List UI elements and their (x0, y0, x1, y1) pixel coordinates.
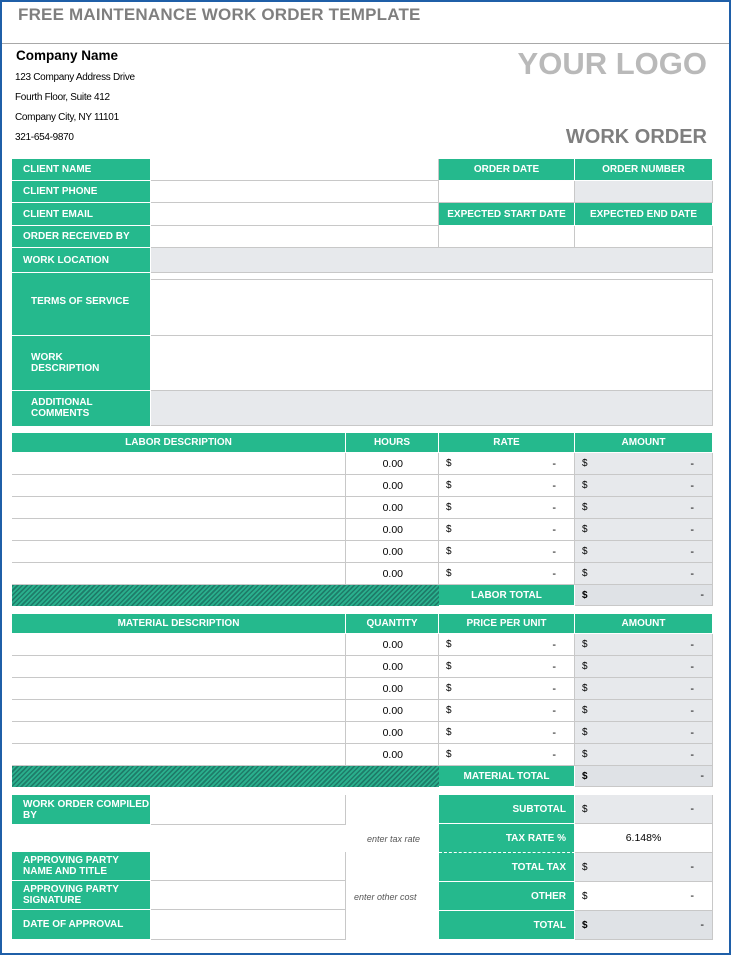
subtotal-amount: - (690, 803, 694, 815)
label-client-email: CLIENT EMAIL (12, 203, 151, 226)
material-row-price[interactable] (439, 678, 575, 700)
currency-symbol: $ (582, 568, 588, 579)
company-phone: 321-654-9870 (15, 132, 74, 143)
label-work-location: WORK LOCATION (12, 248, 151, 273)
material-row-price[interactable] (439, 744, 575, 766)
material-row-amount (575, 744, 713, 766)
labor-row-description[interactable] (12, 519, 346, 541)
grand-total-amount: - (700, 919, 704, 931)
hint-other-cost: enter other cost (354, 892, 417, 902)
labor-header-description: LABOR DESCRIPTION (12, 433, 346, 453)
label-order-date: ORDER DATE (439, 159, 575, 181)
labor-row-rate[interactable] (439, 497, 575, 519)
label-date-of-approval: DATE OF APPROVAL (12, 910, 151, 940)
label-tax-rate: TAX RATE % (439, 824, 575, 853)
client-name-field[interactable] (151, 159, 439, 181)
material-row-quantity[interactable]: 0.00 (346, 634, 439, 656)
material-header-quantity: QUANTITY (346, 614, 439, 634)
labor-total-label: LABOR TOTAL (439, 585, 575, 606)
material-row-price[interactable] (439, 634, 575, 656)
currency-symbol: $ (446, 639, 452, 650)
label-client-phone: CLIENT PHONE (12, 181, 151, 203)
material-row-description[interactable] (12, 634, 346, 656)
currency-symbol: $ (582, 770, 588, 782)
terms-of-service-field[interactable] (151, 280, 713, 336)
material-row-price-value: - (552, 726, 556, 739)
company-address-line-2: Fourth Floor, Suite 412 (15, 92, 110, 103)
labor-row-amount (575, 541, 713, 563)
document-title: FREE MAINTENANCE WORK ORDER TEMPLATE (18, 5, 421, 24)
subtotal-value (575, 795, 713, 824)
labor-row-rate[interactable] (439, 563, 575, 585)
currency-symbol: $ (446, 727, 452, 738)
currency-symbol: $ (446, 749, 452, 760)
material-row-amount-value: - (690, 660, 694, 673)
material-row-amount (575, 634, 713, 656)
labor-row-rate-value: - (552, 457, 556, 470)
labor-row-hours[interactable]: 0.00 (346, 475, 439, 497)
label-approving-party-signature: APPROVING PARTY SIGNATURE (12, 881, 151, 910)
title-divider (2, 43, 729, 44)
material-row-price-value: - (552, 682, 556, 695)
labor-row-hours[interactable]: 0.00 (346, 541, 439, 563)
label-additional-comments: ADDITIONAL COMMENTS (31, 397, 131, 419)
labor-row-rate-value: - (552, 523, 556, 536)
currency-symbol: $ (582, 890, 588, 902)
material-row-price-value: - (552, 638, 556, 651)
labor-row-amount-value: - (690, 523, 694, 536)
currency-symbol: $ (582, 458, 588, 469)
currency-symbol: $ (446, 705, 452, 716)
material-row-price-value: - (552, 704, 556, 717)
material-total-amount: - (700, 770, 704, 782)
label-work-description: WORK DESCRIPTION (31, 352, 131, 374)
material-row-amount-value: - (690, 726, 694, 739)
order-number-field[interactable] (575, 181, 713, 203)
additional-comments-field[interactable] (151, 391, 713, 426)
material-row-price-value: - (552, 748, 556, 761)
currency-symbol: $ (446, 546, 452, 557)
client-phone-field[interactable] (151, 181, 439, 203)
total-tax-value (575, 853, 713, 882)
material-row-quantity[interactable]: 0.00 (346, 656, 439, 678)
material-row-amount (575, 678, 713, 700)
material-row-price[interactable] (439, 656, 575, 678)
labor-row-rate-value: - (552, 567, 556, 580)
work-location-field[interactable] (151, 248, 713, 273)
labor-row-rate-value: - (552, 479, 556, 492)
currency-symbol: $ (582, 749, 588, 760)
material-row-description[interactable] (12, 722, 346, 744)
expected-start-date-field[interactable] (439, 226, 575, 248)
labor-row-description[interactable] (12, 497, 346, 519)
labor-row-amount (575, 453, 713, 475)
material-row-amount-value: - (690, 682, 694, 695)
currency-symbol: $ (446, 524, 452, 535)
label-order-received-by: ORDER RECEIVED BY (12, 226, 151, 248)
labor-header-rate: RATE (439, 433, 575, 453)
labor-row-amount-value: - (690, 567, 694, 580)
separator (12, 335, 151, 336)
currency-symbol: $ (582, 480, 588, 491)
order-date-field[interactable] (439, 181, 575, 203)
material-total-label: MATERIAL TOTAL (439, 766, 575, 787)
labor-total-value (575, 585, 713, 606)
labor-hatch-fill (12, 585, 439, 606)
form-title: WORK ORDER (565, 126, 707, 148)
currency-symbol: $ (446, 502, 452, 513)
material-hatch-fill (12, 766, 439, 787)
labor-row-description[interactable] (12, 563, 346, 585)
currency-symbol: $ (582, 727, 588, 738)
currency-symbol: $ (446, 480, 452, 491)
material-row-amount-value: - (690, 638, 694, 651)
order-received-by-field[interactable] (151, 226, 439, 248)
labor-row-amount-value: - (690, 501, 694, 514)
material-row-description[interactable] (12, 744, 346, 766)
material-header-price: PRICE PER UNIT (439, 614, 575, 634)
labor-row-hours[interactable]: 0.00 (346, 563, 439, 585)
currency-symbol: $ (582, 524, 588, 535)
labor-row-amount (575, 563, 713, 585)
currency-symbol: $ (582, 683, 588, 694)
currency-symbol: $ (582, 861, 588, 873)
label-expected-end-date: EXPECTED END DATE (575, 203, 713, 226)
currency-symbol: $ (582, 803, 588, 815)
label-order-number: ORDER NUMBER (575, 159, 713, 181)
labor-header-hours: HOURS (346, 433, 439, 453)
labor-row-hours[interactable]: 0.00 (346, 453, 439, 475)
work-description-field[interactable] (151, 336, 713, 391)
currency-symbol: $ (582, 639, 588, 650)
material-row-amount (575, 656, 713, 678)
labor-row-amount-value: - (690, 479, 694, 492)
label-expected-start-date: EXPECTED START DATE (439, 203, 575, 226)
company-name: Company Name (16, 48, 119, 63)
currency-symbol: $ (582, 705, 588, 716)
hint-tax-rate: enter tax rate (367, 834, 421, 844)
currency-symbol: $ (582, 546, 588, 557)
material-row-description[interactable] (12, 700, 346, 722)
label-other: OTHER (439, 882, 575, 911)
currency-symbol: $ (582, 589, 588, 601)
approving-party-name-field[interactable] (151, 852, 346, 881)
material-row-quantity[interactable]: 0.00 (346, 678, 439, 700)
material-row-amount-value: - (690, 748, 694, 761)
label-terms-of-service: TERMS OF SERVICE (31, 296, 130, 307)
material-row-amount (575, 700, 713, 722)
labor-total-amount: - (700, 589, 704, 601)
labor-row-amount (575, 519, 713, 541)
material-row-description[interactable] (12, 678, 346, 700)
label-total: TOTAL (439, 911, 575, 940)
separator (12, 390, 151, 391)
labor-row-amount (575, 475, 713, 497)
other-cost-amount: - (690, 890, 694, 902)
currency-symbol: $ (582, 661, 588, 672)
material-row-quantity[interactable]: 0.00 (346, 722, 439, 744)
label-approving-party-name: APPROVING PARTY NAME AND TITLE (12, 852, 151, 881)
material-row-quantity[interactable]: 0.00 (346, 744, 439, 766)
material-row-price[interactable] (439, 700, 575, 722)
material-header-amount: AMOUNT (575, 614, 713, 634)
currency-symbol: $ (582, 502, 588, 513)
expected-end-date-field[interactable] (575, 226, 713, 248)
labor-header-amount: AMOUNT (575, 433, 713, 453)
labor-row-hours[interactable]: 0.00 (346, 519, 439, 541)
logo-placeholder: YOUR LOGO (517, 46, 707, 81)
material-row-price[interactable] (439, 722, 575, 744)
material-row-amount-value: - (690, 704, 694, 717)
labor-row-amount-value: - (690, 545, 694, 558)
label-compiled-by: WORK ORDER COMPILED BY (12, 795, 151, 825)
labor-row-rate[interactable] (439, 541, 575, 563)
labor-row-rate[interactable] (439, 453, 575, 475)
company-address-line-1: 123 Company Address Drive (15, 72, 135, 83)
material-row-amount (575, 722, 713, 744)
tax-rate-field[interactable]: 6.148% (575, 824, 713, 853)
label-subtotal: SUBTOTAL (439, 795, 575, 824)
labor-row-rate[interactable] (439, 519, 575, 541)
labor-row-description[interactable] (12, 475, 346, 497)
labor-row-rate[interactable] (439, 475, 575, 497)
label-client-name: CLIENT NAME (12, 159, 151, 181)
labor-row-amount-value: - (690, 457, 694, 470)
material-row-description[interactable] (12, 656, 346, 678)
labor-row-rate-value: - (552, 501, 556, 514)
labor-row-rate-value: - (552, 545, 556, 558)
labor-row-amount (575, 497, 713, 519)
currency-symbol: $ (446, 568, 452, 579)
labor-row-description[interactable] (12, 541, 346, 563)
other-cost-field[interactable] (575, 882, 713, 911)
label-total-tax: TOTAL TAX (439, 853, 575, 882)
company-city: Company City, NY 11101 (15, 112, 119, 123)
grand-total-value (575, 911, 713, 940)
date-of-approval-field[interactable] (151, 910, 346, 940)
currency-symbol: $ (582, 919, 588, 931)
currency-symbol: $ (446, 458, 452, 469)
compiled-by-field[interactable] (151, 795, 346, 825)
client-email-field[interactable] (151, 203, 439, 226)
material-header-description: MATERIAL DESCRIPTION (12, 614, 346, 634)
labor-row-hours[interactable]: 0.00 (346, 497, 439, 519)
total-tax-amount: - (690, 861, 694, 873)
material-row-quantity[interactable]: 0.00 (346, 700, 439, 722)
currency-symbol: $ (446, 683, 452, 694)
material-row-price-value: - (552, 660, 556, 673)
labor-row-description[interactable] (12, 453, 346, 475)
approving-party-signature-field[interactable] (151, 881, 346, 910)
currency-symbol: $ (446, 661, 452, 672)
material-total-value (575, 766, 713, 787)
